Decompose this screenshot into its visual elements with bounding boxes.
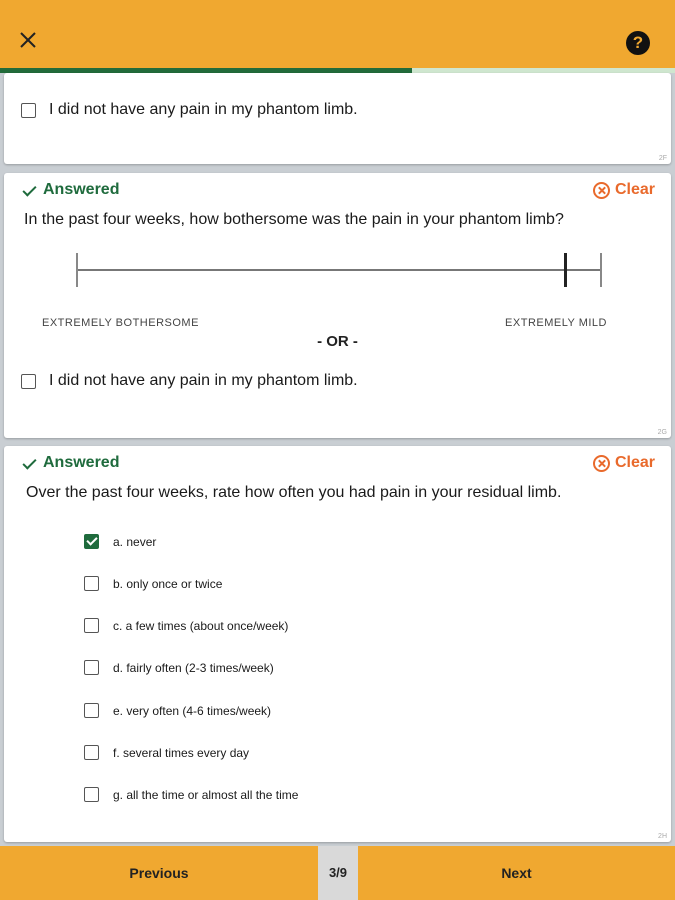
question-card-2g [4, 173, 671, 438]
clear-button[interactable] [593, 454, 655, 472]
checkmark-icon [22, 183, 37, 198]
no-pain-checkbox[interactable] [21, 374, 36, 389]
slider-max-label: EXTREMELY MILD [505, 317, 607, 329]
clear-button[interactable] [593, 181, 655, 199]
option-label: c. a few times (about once/week) [113, 619, 289, 633]
question-id: 2G [657, 429, 667, 436]
option-label: g. all the time or almost all the time [113, 788, 299, 802]
slider-max-tick [600, 253, 602, 287]
slider-handle[interactable] [564, 253, 567, 287]
option-label: d. fairly often (2-3 times/week) [113, 661, 274, 675]
previous-button[interactable]: Previous [129, 865, 189, 881]
option-label: f. several times every day [113, 746, 250, 760]
app-bar [0, 0, 675, 68]
option-few-times-checkbox[interactable] [84, 618, 99, 633]
slider-track [76, 269, 602, 271]
clear-label: Clear [614, 181, 655, 198]
answered-label: Answered [43, 181, 120, 198]
option-never-checkbox[interactable] [84, 534, 99, 549]
question-text: In the past four weeks, how bothersome was the pain in your phantom limb? [24, 211, 564, 228]
option-fairly-often-checkbox[interactable] [84, 660, 99, 675]
clear-label: Clear [614, 454, 655, 471]
no-pain-label: I did not have any pain in my phantom limb. [49, 372, 358, 389]
option-label: b. only once or twice [113, 577, 223, 591]
bothersome-slider[interactable] [76, 253, 602, 287]
option-label: a. never [113, 535, 157, 549]
answered-label: Answered [43, 454, 120, 471]
question-card-2h [4, 446, 671, 842]
option-several-daily-checkbox[interactable] [84, 745, 99, 760]
next-button[interactable]: Next [501, 865, 532, 881]
clear-circle-x-icon [593, 455, 610, 472]
option-label: e. very often (4-6 times/week) [113, 704, 272, 718]
bottom-nav [0, 846, 675, 900]
help-icon[interactable]: ? [626, 31, 650, 55]
no-pain-checkbox[interactable] [21, 103, 36, 118]
question-id: 2F [658, 155, 667, 162]
clear-circle-x-icon [593, 182, 610, 199]
question-text: Over the past four weeks, rate how often you had pain in your residual limb. [26, 484, 562, 501]
option-very-often-checkbox[interactable] [84, 703, 99, 718]
slider-min-label: EXTREMELY BOTHERSOME [42, 317, 199, 329]
no-pain-label: I did not have any pain in my phantom limb. [49, 101, 358, 118]
option-once-twice-checkbox[interactable] [84, 576, 99, 591]
answered-status [22, 181, 119, 199]
or-separator: - OR - [317, 333, 358, 350]
question-id: 2H [658, 833, 667, 840]
question-card-2f [4, 73, 671, 164]
option-all-time-checkbox[interactable] [84, 787, 99, 802]
close-icon[interactable] [16, 28, 40, 52]
page-indicator: 3/9 [318, 846, 358, 900]
checkmark-icon [22, 456, 37, 471]
slider-min-tick [76, 253, 78, 287]
answered-status [22, 454, 119, 472]
